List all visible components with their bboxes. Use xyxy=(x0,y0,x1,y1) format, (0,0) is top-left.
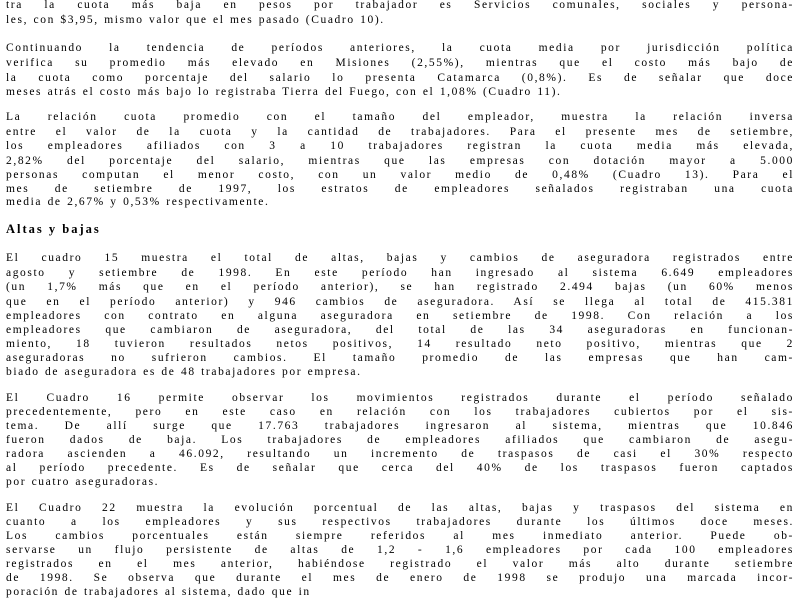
paragraph-4-line-5: empleadores con contrato en alguna aseguradora en setiembre de 1998. Con relación a los xyxy=(6,310,794,322)
paragraph-6-line-5: registrados en el mes anterior, habiéndose registrado el valor más alto durante setiembre xyxy=(6,558,794,570)
paragraph-2-line-3: la cuota como porcentaje del salario lo presenta Catamarca (0,8%). Es de señalar que doce xyxy=(6,72,794,84)
paragraph-1-line-1: tra la cuota más baja en pesos por trabajador es Servicios comunales, sociales y persona- xyxy=(6,0,794,11)
paragraph-6-line-6: de 1998. Se observa que durante el mes de enero de 1998 se produjo una marcada incor- xyxy=(6,572,794,584)
paragraph-2-line-1: Continuando la tendencia de períodos anteriores, la cuota media por jurisdicción política xyxy=(6,42,794,54)
paragraph-5-line-3: tema. De allí surge que 17.763 trabajadores ingresaron al sistema, mientras que 10.846 xyxy=(6,420,794,432)
paragraph-4-line-1: El cuadro 15 muestra el total de altas, bajas y cambios de aseguradora registrados entre xyxy=(6,252,794,264)
paragraph-4-line-4: que en el período anterior) y 946 cambios de aseguradora. Así se llega al total de 415.381 xyxy=(6,296,794,308)
paragraph-1-line-2: les, con $3,95, mismo valor que el mes pasado (Cuadro 10). xyxy=(6,14,385,26)
paragraph-2-line-4: meses atrás el costo más bajo lo registraba Tierra del Fuego, con el 1,08% (Cuadro 11). xyxy=(6,86,562,98)
paragraph-3-line-3: los empleadores afiliados con 3 a 10 trabajadores registran la cuota media más elevada, xyxy=(6,140,794,152)
paragraph-6-line-4: servarse un flujo persistente de altas de 1,2 - 1,6 empleadores por cada 100 empleadores xyxy=(6,544,794,556)
paragraph-3-line-2: entre el valor de la cuota y la cantidad de trabajadores. Para el presente mes de setiembre, xyxy=(6,126,794,138)
paragraph-3-line-6: mes de setiembre de 1997, los estratos de empleadores señalados registraban una cuota xyxy=(6,183,794,195)
paragraph-5-line-4: fueron dados de baja. Los trabajadores de empleadores afiliados que cambiaron de asegu- xyxy=(6,434,794,446)
paragraph-4-line-2: agosto y setiembre de 1998. En este período han ingresado al sistema 6.649 empleadores xyxy=(6,267,794,279)
paragraph-4-line-9: biado de aseguradora es de 48 trabajadores por empresa. xyxy=(6,366,362,378)
paragraph-6-line-1: El Cuadro 22 muestra la evolución porcentual de las altas, bajas y traspasos del sistema en xyxy=(6,502,794,514)
paragraph-6-line-7: poración de trabajadores al sistema, dado que in xyxy=(6,586,311,598)
paragraph-5-line-6: al período precedente. Es de señalar que cerca del 40% de los traspasos fueron captados xyxy=(6,462,794,474)
paragraph-4-line-6: empleadores que cambiaron de aseguradora, del total de las 34 aseguradoras en funcionan- xyxy=(6,324,794,336)
paragraph-3-line-1: La relación cuota promedio con el tamaño del empleador, muestra la relación inversa xyxy=(6,111,794,123)
paragraph-5-line-1: El Cuadro 16 permite observar los movimientos registrados durante el período señalado xyxy=(6,392,794,404)
paragraph-4-line-8: aseguradoras no sufrieron cambios. El tamaño promedio de las empresas que han cam- xyxy=(6,352,794,364)
paragraph-5-line-5: radora ascienden a 46.092, resultando un incremento de traspasos de casi el 30% respecto xyxy=(6,448,794,460)
paragraph-4-line-3: (un 1,7% más que en el período anterior), se han registrado 2.494 bajas (un 60% menos xyxy=(6,281,794,293)
paragraph-5-line-7: por cuatro aseguradoras. xyxy=(6,476,160,488)
paragraph-3-line-5: personas computan el menor costo, con un valor medio de 0,48% (Cuadro 13). Para el xyxy=(6,169,794,181)
paragraph-4-line-7: miento, 18 tuvieron resultados netos positivos, 14 resultado neto positivo, mientras que 2 xyxy=(6,338,794,350)
paragraph-6-line-2: cuanto a los empleadores y sus respectivos trabajadores durante los últimos doce meses. xyxy=(6,516,794,528)
paragraph-3-line-4: 2,82% del porcentaje del salario, mientras que las empresas con dotación mayor a 5.000 xyxy=(6,155,794,167)
paragraph-6-line-3: Los cambios porcentuales están siempre referidos al mes inmediato anterior. Puede ob- xyxy=(6,530,794,542)
paragraph-3-line-7: media de 2,67% y 0,53% respectivamente. xyxy=(6,196,270,208)
paragraph-2-line-2: verifica su promedio más elevado en Misiones (2,55%), mientras que el costo más bajo de xyxy=(6,57,794,69)
paragraph-5-line-2: precedentemente, pero en este caso en relación con los trabajadores cubiertos por el sis- xyxy=(6,406,794,418)
section-heading: Altas y bajas xyxy=(6,222,101,236)
